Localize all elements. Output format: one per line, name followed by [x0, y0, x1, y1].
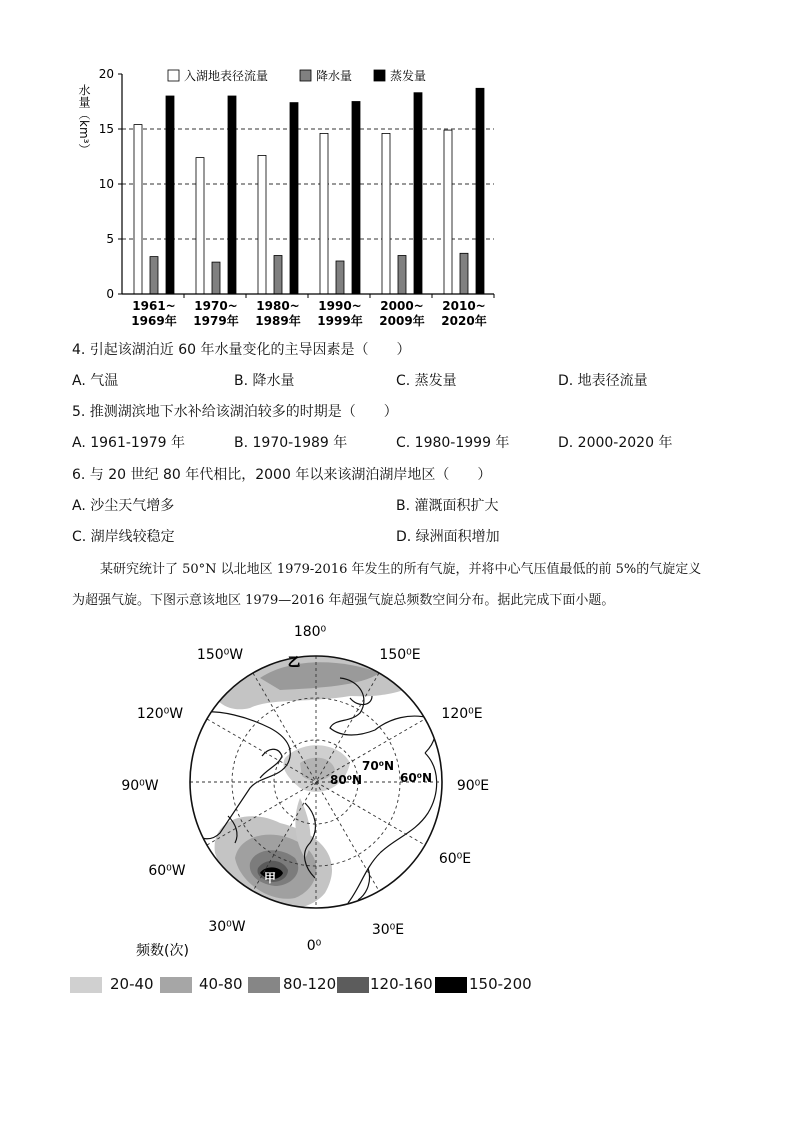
y-axis-label: 水量（km³） — [77, 84, 91, 156]
question-5-option-d[interactable]: D. 2000-2020 年 — [558, 435, 673, 451]
y-tick-label: 5 — [106, 232, 114, 246]
bar-2-3 — [352, 102, 360, 295]
lon-label-90w: 90⁰W — [121, 778, 159, 794]
x-tick-label: 2010~ — [442, 299, 486, 313]
lon-label-60e: 60⁰E — [438, 851, 472, 867]
lon-label-30e: 30⁰E — [371, 922, 405, 938]
question-6-option-b[interactable]: B. 灌溉面积扩大 — [396, 498, 499, 514]
question-5-option-c[interactable]: C. 1980-1999 年 — [396, 435, 510, 451]
passage-line-2: 为超强气旋。下图示意该地区 1979—2016 年超强气旋总频数空间分布。据此完成下面小题。 — [72, 593, 615, 608]
legend-label-1: 降水量 — [316, 69, 353, 83]
x-tick-label: 2009年 — [379, 314, 425, 328]
question-6-stem: 6. 与 20 世纪 80 年代相比，2000 年以来该湖泊湖岸地区（ ） — [72, 467, 492, 483]
legend-label-4: 120-160 — [370, 975, 433, 993]
bar-0-3 — [320, 133, 328, 294]
frequency-legend — [70, 975, 550, 999]
bar-2-4 — [414, 93, 422, 294]
bar-1-5 — [460, 253, 468, 294]
legend-swatch-1 — [70, 977, 102, 993]
bar-2-1 — [228, 96, 236, 294]
water-balance-chart — [70, 62, 510, 334]
question-6-option-c[interactable]: C. 湖岸线较稳定 — [72, 529, 175, 545]
marker-yi: 乙 — [287, 655, 301, 669]
bar-0-0 — [134, 125, 142, 294]
legend-swatch-0 — [168, 70, 179, 81]
bar-1-2 — [274, 256, 282, 295]
bar-0-2 — [258, 155, 266, 294]
chart-bars — [134, 88, 484, 294]
lon-label-120e: 120⁰E — [441, 706, 483, 722]
legend-label-3: 80-120 — [283, 975, 337, 993]
legend-swatch-5 — [435, 977, 467, 993]
bar-1-0 — [150, 257, 158, 294]
legend-swatch-2 — [160, 977, 192, 993]
legend-label-2: 40-80 — [199, 975, 243, 993]
x-tick-label: 1990~ — [318, 299, 362, 313]
x-tick-label: 1970~ — [194, 299, 238, 313]
legend-label-5: 150-200 — [469, 975, 532, 993]
bar-0-4 — [382, 133, 390, 294]
x-tick-label: 1980~ — [256, 299, 300, 313]
marker-jia: 甲 — [263, 871, 277, 885]
question-4-option-b[interactable]: B. 降水量 — [234, 373, 295, 389]
bar-0-5 — [444, 130, 452, 294]
question-4-option-d[interactable]: D. 地表径流量 — [558, 373, 648, 389]
question-4-option-a[interactable]: A. 气温 — [72, 373, 119, 389]
lon-label-30w: 30⁰W — [208, 919, 246, 935]
bar-1-1 — [212, 262, 220, 294]
legend-title: 频数(次) — [136, 943, 189, 959]
lat-label-80n: 80⁰N — [330, 773, 362, 787]
question-5-option-a[interactable]: A. 1961-1979 年 — [72, 435, 185, 451]
lon-label-150w: 150⁰W — [196, 647, 244, 663]
legend-label-2: 蒸发量 — [390, 69, 427, 83]
bar-2-5 — [476, 88, 484, 294]
legend-swatch-3 — [248, 977, 280, 993]
y-tick-label: 10 — [98, 177, 114, 191]
lon-label-0: 0⁰ — [306, 938, 322, 954]
question-5-stem: 5. 推测湖滨地下水补给该湖泊较多的时期是（ ） — [72, 404, 398, 420]
bar-1-3 — [336, 261, 344, 294]
bar-1-4 — [398, 256, 406, 295]
lon-label-120w: 120⁰W — [136, 706, 184, 722]
lat-label-70n: 70⁰N — [362, 759, 394, 773]
x-tick-label: 1989年 — [255, 314, 301, 328]
chart-legend — [168, 68, 426, 83]
legend-label-0: 入湖地表径流量 — [184, 69, 269, 83]
y-tick-label: 15 — [98, 122, 114, 136]
question-4-option-c[interactable]: C. 蒸发量 — [396, 373, 457, 389]
bar-0-1 — [196, 158, 204, 294]
passage-line-1: 某研究统计了 50°N 以北地区 1979-2016 年发生的所有气旋，并将中心气压值最低的前 5%的气旋定义 — [100, 562, 702, 577]
question-6-option-d[interactable]: D. 绿洲面积增加 — [396, 529, 500, 545]
legend-swatch-1 — [300, 70, 311, 81]
legend-swatch-4 — [337, 977, 369, 993]
question-6-option-a[interactable]: A. 沙尘天气增多 — [72, 498, 175, 514]
legend-swatch-2 — [374, 70, 385, 81]
lon-label-90e: 90⁰E — [456, 778, 490, 794]
x-tick-label: 1969年 — [131, 314, 177, 328]
lon-label-60w: 60⁰W — [148, 863, 186, 879]
x-tick-label: 2020年 — [441, 314, 487, 328]
polar-cyclone-map — [110, 618, 530, 963]
bar-2-2 — [290, 103, 298, 294]
x-tick-label: 2000~ — [380, 299, 424, 313]
y-tick-label: 20 — [98, 67, 114, 81]
lon-label-180: 180⁰ — [293, 624, 327, 640]
legend-label-1: 20-40 — [110, 975, 154, 993]
y-tick-label: 0 — [106, 287, 114, 301]
x-tick-label: 1979年 — [193, 314, 239, 328]
bar-2-0 — [166, 96, 174, 294]
x-tick-label: 1999年 — [317, 314, 363, 328]
question-5-option-b[interactable]: B. 1970-1989 年 — [234, 435, 348, 451]
chart-gridlines — [122, 129, 494, 239]
x-tick-label: 1961~ — [132, 299, 176, 313]
lat-label-60n: 60⁰N — [400, 771, 432, 785]
lon-label-150e: 150⁰E — [379, 647, 421, 663]
question-4-stem: 4. 引起该湖泊近 60 年水量变化的主导因素是（ ） — [72, 342, 411, 358]
